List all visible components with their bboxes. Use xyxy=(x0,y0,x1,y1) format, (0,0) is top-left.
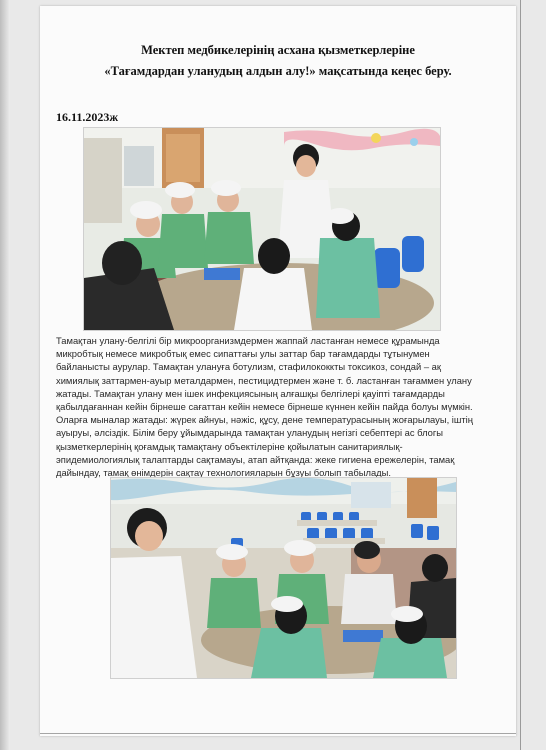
page-border-bottom xyxy=(40,733,516,734)
document-date: 16.11.2023ж xyxy=(56,110,119,124)
meeting-photo-2 xyxy=(110,477,457,679)
document-paragraph: Тамақтан улану-белгілі бір микроорганизмдермен жаппай ластанған немесе құрамында микробтық немесе микробтық емес сипаттағы улы заттар бар тағамдарды тұтынумен байланысты аурулар. Тамақтан улануға ботулизм, стафилококкты токсикоз, сондай – ақ химиялық заттармен-ауыр металдармен, пестицидтермен және т. б. ластанған тағаммен улану жатады. Тамақтан улану мен ішек инфекциясының алғашқы белгілері қауіпті тағамдарды қабылдағаннан кейін бірнеше сағаттан кейін немесе бірнеше күннен кейін пайда болуы мүмкін. Оларға мыналар жатады: жүрек айнуы, нәжіс, құсу, дене температурасының жоғарылауы, іштің ауыруы, әлсіздік. Білім беру ұйымдарында тамақтан уланудың негізгі себептері ас блогы қызметкерлерінің қоғамдық тамақтану объектілеріне қойылатын санитариялық-эпидемиологиялық талаптарды сақтамауы, атап айтқанда: жеке гигиена ережелерін, тамақ дайындау, тамақ өнімдерін сақтау технологияларын бұзуы болып табылады. xyxy=(56,335,473,479)
scan-shadow-left xyxy=(0,0,10,750)
page-border-right xyxy=(520,0,521,750)
document-title-line-2: «Тағамдардан уланудың алдын алу!» мақсатында кеңес беру. xyxy=(104,64,452,78)
meeting-photo-1 xyxy=(83,127,441,331)
document-title-line-1: Мектеп медбикелерінің асхана қызметкерлеріне xyxy=(141,43,415,57)
